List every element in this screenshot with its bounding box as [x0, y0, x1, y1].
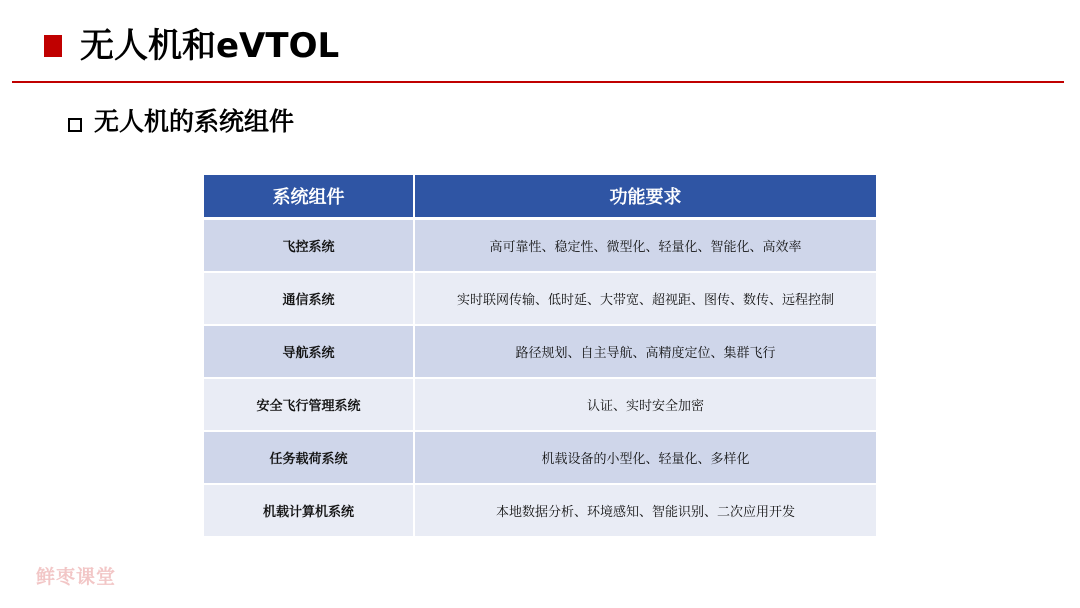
subtitle-checkbox-bullet-icon: [68, 118, 82, 132]
system-components-table: [204, 175, 876, 538]
table-row: [204, 325, 876, 378]
component-cell: 任务载荷系统: [204, 431, 414, 484]
table-row: [204, 272, 876, 325]
requirement-cell: 本地数据分析、环境感知、智能识别、二次应用开发: [414, 484, 876, 537]
table-header-row: [204, 175, 876, 219]
component-cell: 飞控系统: [204, 219, 414, 273]
requirement-cell: 实时联网传输、低时延、大带宽、超视距、图传、数传、远程控制: [414, 272, 876, 325]
slide-title: 无人机和eVTOL: [80, 26, 340, 66]
component-cell: 机载计算机系统: [204, 484, 414, 537]
component-cell: 通信系统: [204, 272, 414, 325]
header-component: 系统组件: [204, 175, 414, 219]
watermark-logo-text: 鲜枣课堂: [36, 566, 117, 588]
title-bullet-square: [44, 35, 62, 57]
title-divider: [12, 81, 1064, 83]
requirement-cell: 认证、实时安全加密: [414, 378, 876, 431]
component-cell: 安全飞行管理系统: [204, 378, 414, 431]
table-row: [204, 378, 876, 431]
header-requirement: 功能要求: [414, 175, 876, 219]
table-row: [204, 484, 876, 537]
table-row: [204, 431, 876, 484]
section-subtitle: 无人机的系统组件: [94, 107, 295, 136]
component-cell: 导航系统: [204, 325, 414, 378]
requirement-cell: 路径规划、自主导航、高精度定位、集群飞行: [414, 325, 876, 378]
table-row: [204, 219, 876, 273]
requirement-cell: 高可靠性、稳定性、微型化、轻量化、智能化、高效率: [414, 219, 876, 273]
requirement-cell: 机载设备的小型化、轻量化、多样化: [414, 431, 876, 484]
